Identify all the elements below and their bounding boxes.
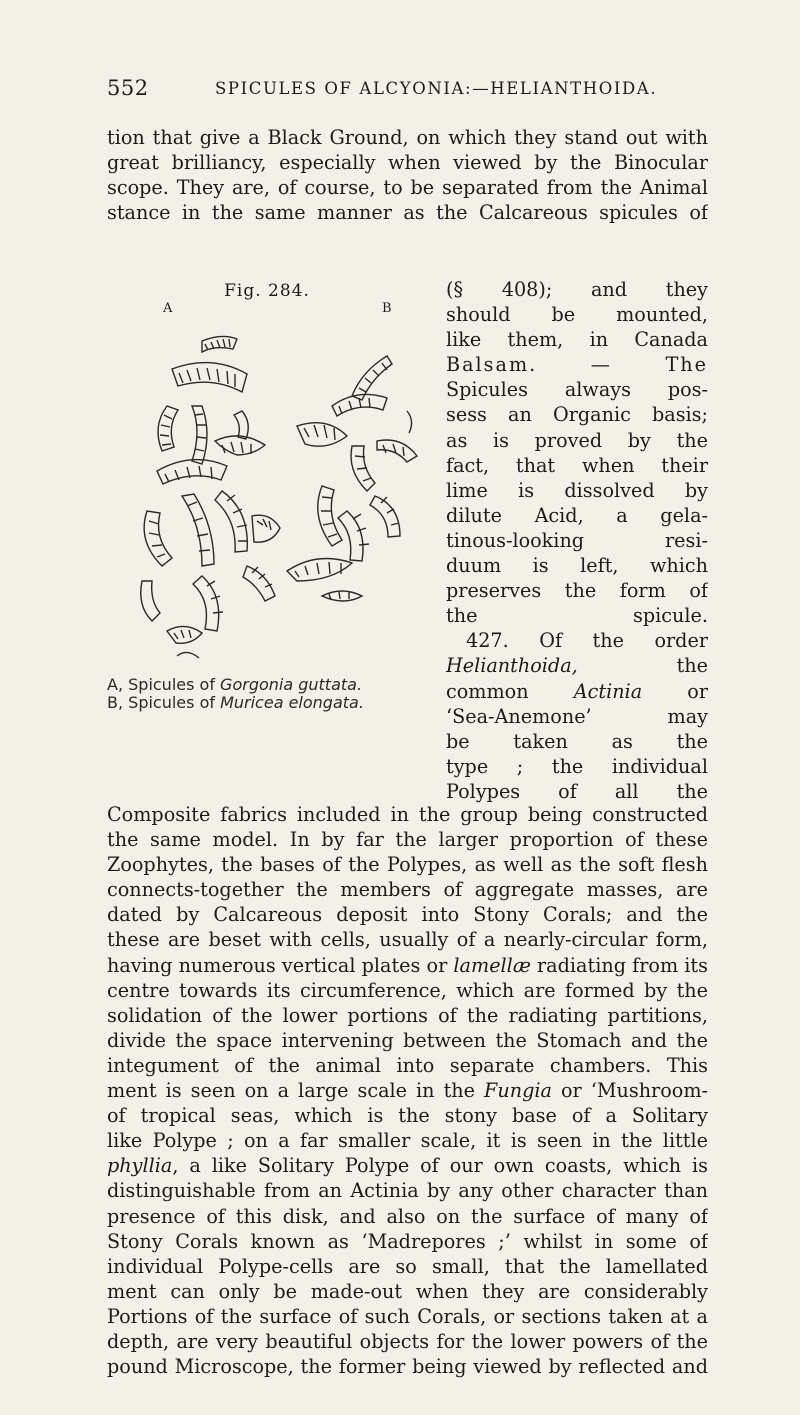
text-fragment: the (577, 654, 708, 678)
figure-title: Fig. 284. (224, 281, 310, 301)
legend-row-b (107, 694, 437, 712)
spicules-illustration (107, 311, 437, 686)
text-line: these are beset with cells, usually of a nearly-circular form, (107, 928, 708, 952)
text-line: pound Microscope, the former being viewed by reflected and (107, 1355, 708, 1379)
text-line: Portions of the surface of such Corals, or sections taken at a (107, 1304, 708, 1328)
side-column-text (446, 277, 708, 804)
text-line: 427. Of the order (466, 629, 708, 653)
text-line: of tropical seas, which is the stony base of a Solitary (107, 1104, 708, 1128)
text-fragment: or ‘Mushroom- (560, 1079, 708, 1103)
text-line: centre towards its circumference, which are formed by the (107, 978, 708, 1002)
legend-a-species: Gorgonia guttata. (220, 675, 363, 694)
text-line: stance in the same manner as the Calcareous spicules of (107, 201, 708, 225)
text-line: Polypes of all the (446, 779, 708, 803)
text-line: great brilliancy, especially when viewed by the Binocular (107, 151, 708, 175)
text-line: Balsam. — The (446, 353, 708, 377)
text-line: sess an Organic basis; (446, 403, 708, 427)
legend-row-a (107, 676, 437, 694)
text-line: type ; the individual (446, 754, 708, 778)
text-line: the spicule. (446, 604, 708, 628)
spicules-b-illustration (287, 356, 417, 601)
text-line: tinous-looking resi- (446, 528, 708, 552)
page-number: 552 (107, 76, 149, 100)
text-line: tion that give a Black Ground, on which they stand out with (107, 126, 708, 149)
term-helianthoida: Helianthoida, (446, 654, 578, 678)
text-line: presence of this disk, and also on the surface of many of (107, 1204, 708, 1228)
term-actinia: Actinia (573, 679, 643, 703)
term-lamellae: lamellæ (453, 953, 531, 977)
text-line: lime is dissolved by (446, 478, 708, 502)
text-line: Composite fabrics included in the group being constructed (107, 803, 708, 826)
text-line: dated by Calcareous deposit into Stony Corals; and the (107, 903, 708, 927)
main-paragraph (107, 802, 708, 1379)
running-head: SPICULES OF ALCYONIA:—HELIANTHOIDA. (215, 79, 658, 98)
text-fragment: having numerous vertical plates or (107, 953, 454, 977)
text-line: preserves the form of (446, 579, 708, 603)
text-line: connects-together the members of aggregate masses, are (107, 878, 708, 902)
legend-b-letter: B, (107, 693, 124, 712)
figure-legend (107, 676, 437, 712)
text-line: should be mounted, (446, 303, 708, 327)
text-fragment: , a like Solitary Polype of our own coasts, which is (172, 1154, 708, 1178)
text-fragment: radiating from its (530, 953, 708, 977)
text-fragment: common (446, 679, 574, 703)
text-line: solidation of the lower portions of the radiating partitions, (107, 1003, 708, 1027)
top-paragraph (107, 125, 708, 225)
text-line: integument of the animal into separate chambers. This (107, 1053, 708, 1077)
legend-b-text: Spicules of (128, 693, 221, 712)
text-fragment: or (642, 679, 708, 703)
text-line: (§ 408); and they (446, 278, 708, 301)
text-line: ‘Sea-Anemone’ may (446, 704, 708, 728)
text-line: as is proved by the (446, 428, 708, 452)
text-line: Spicules always pos- (446, 378, 708, 402)
text-fragment: like Polype ; on a far smaller scale, it is seen in the little (107, 1129, 708, 1153)
text-line: Zoophytes, the bases of the Polypes, as well as the soft flesh (107, 853, 708, 877)
text-line: divide the space intervening between the Stomach and the (107, 1028, 708, 1052)
figure-284 (107, 281, 437, 753)
spicules-a-illustration (141, 336, 280, 658)
legend-a-text: Spicules of (128, 675, 221, 694)
text-line: ment can only be made-out when they are considerably (107, 1279, 708, 1303)
text-line: depth, are very beautiful objects for the lower powers of the (107, 1329, 708, 1353)
text-line: dilute Acid, a gela- (446, 503, 708, 527)
text-line: scope. They are, of course, to be separated from the Animal (107, 176, 708, 200)
text-line: the same model. In by far the larger proportion of these (107, 828, 708, 852)
running-header (107, 76, 707, 104)
text-line: individual Polype-cells are so small, that the lamellated (107, 1254, 708, 1278)
text-line: duum is left, which (446, 554, 708, 578)
figure-label-b: B (382, 301, 392, 316)
text-line: distinguishable from an Actinia by any other character than (107, 1179, 708, 1203)
text-line: be taken as the (446, 729, 708, 753)
text-line: fact, that when their (446, 453, 708, 477)
term-fungia: Fungia (484, 1079, 552, 1103)
legend-b-species: Muricea elongata. (220, 693, 364, 712)
figure-label-a: A (163, 301, 173, 316)
text-line: Stony Corals known as ‘Madrepores ;’ whilst in some of (107, 1229, 708, 1253)
legend-a-letter: A, (107, 675, 124, 694)
text-fragment: ment is seen on a large scale in the (107, 1079, 485, 1103)
text-line: like them, in Canada (446, 328, 708, 352)
term-caryophyllia-part2: phyllia (107, 1154, 173, 1178)
